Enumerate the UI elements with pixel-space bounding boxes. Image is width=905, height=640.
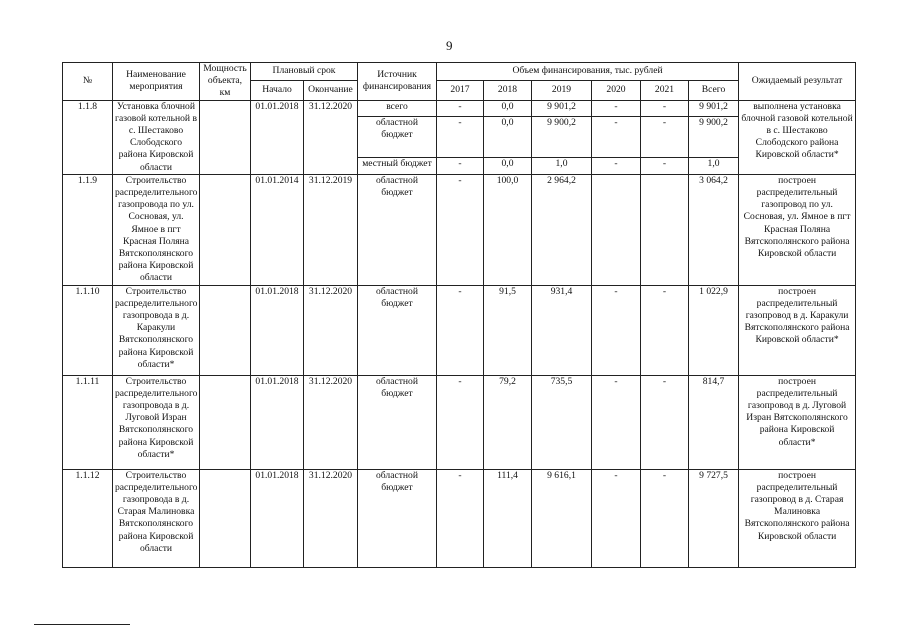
- row-result: построен распределительный газопровод в д. Старая Малиновка Вятскополянского района Кировской области: [739, 469, 856, 567]
- header-2018: 2018: [484, 81, 532, 100]
- row-result: построен распределительный газопровод по ул. Сосновая, ул. Ямное в пгт Красная Поляна Вятскополянского района Кировской области: [739, 174, 856, 285]
- row-2018: 111,4: [484, 469, 532, 567]
- row-result: построен распределительный газопровод в д. Луговой Изран Вятскополянского района Кировской области*: [739, 375, 856, 469]
- row-2020: -: [592, 285, 641, 375]
- row-2018: 0,0: [484, 158, 532, 174]
- row-2017: -: [437, 469, 484, 567]
- row-total: 1,0: [689, 158, 739, 174]
- row-result: построен распределительный газопровод в д. Каракули Вятскополянского района Кировской области*: [739, 285, 856, 375]
- table-row: [63, 174, 856, 285]
- header-funding: Объем финансирования, тыс. рублей: [437, 63, 739, 81]
- row-result: выполнена установка блочной газовой котельной в с. Шестаково Слободского района Кировской области*: [739, 100, 856, 174]
- footnote-separator: [34, 624, 130, 625]
- header-total: Всего: [689, 81, 739, 100]
- row-total: 814,7: [689, 375, 739, 469]
- row-2021: -: [641, 469, 689, 567]
- row-capacity: [200, 469, 251, 567]
- row-start: 01.01.2018: [251, 375, 304, 469]
- header-start: Начало: [251, 81, 304, 100]
- row-end: 31.12.2020: [304, 375, 358, 469]
- row-capacity: [200, 285, 251, 375]
- row-2021: -: [641, 285, 689, 375]
- header-name: Наименование мероприятия: [113, 63, 200, 101]
- page-number: 9: [446, 38, 453, 53]
- header-end: Окончание: [304, 81, 358, 100]
- row-2019: 9 616,1: [532, 469, 592, 567]
- row-2020: [592, 174, 641, 285]
- row-2019: 2 964,2: [532, 174, 592, 285]
- table-row: [63, 375, 856, 469]
- row-2021: -: [641, 100, 689, 116]
- row-2021: [641, 174, 689, 285]
- row-end: 31.12.2020: [304, 469, 358, 567]
- row-source: местный бюджет: [358, 158, 437, 174]
- header-num: №: [63, 63, 113, 101]
- row-start: 01.01.2018: [251, 469, 304, 567]
- row-total: 9 900,2: [689, 116, 739, 157]
- row-total: 9 727,5: [689, 469, 739, 567]
- header-2020: 2020: [592, 81, 641, 100]
- row-2017: -: [437, 375, 484, 469]
- table-row: [63, 100, 856, 116]
- row-2018: 91,5: [484, 285, 532, 375]
- row-capacity: [200, 100, 251, 174]
- row-start: 01.01.2018: [251, 100, 304, 174]
- row-num: 1.1.9: [63, 174, 113, 285]
- row-2017: -: [437, 285, 484, 375]
- row-2021: -: [641, 158, 689, 174]
- row-source: областной бюджет: [358, 116, 437, 157]
- row-2019: 931,4: [532, 285, 592, 375]
- row-2018: 100,0: [484, 174, 532, 285]
- header-planned-term: Плановый срок: [251, 63, 358, 81]
- row-2019: 735,5: [532, 375, 592, 469]
- row-2020: -: [592, 116, 641, 157]
- header-2021: 2021: [641, 81, 689, 100]
- row-2017: -: [437, 158, 484, 174]
- row-name: Строительство распределительного газопровода в д. Луговой Изран Вятскополянского района Кировской области*: [113, 375, 200, 469]
- header-source: Источник финансирования: [358, 63, 437, 101]
- row-end: 31.12.2020: [304, 285, 358, 375]
- row-num: 1.1.10: [63, 285, 113, 375]
- row-num: 1.1.12: [63, 469, 113, 567]
- row-2019: 9 900,2: [532, 116, 592, 157]
- row-2017: -: [437, 100, 484, 116]
- row-2020: -: [592, 375, 641, 469]
- row-capacity: [200, 174, 251, 285]
- row-2021: -: [641, 116, 689, 157]
- row-num: 1.1.8: [63, 100, 113, 174]
- row-total: 9 901,2: [689, 100, 739, 116]
- header-capacity: Мощность объекта, км: [200, 63, 251, 101]
- row-source: областной бюджет: [358, 285, 437, 375]
- row-2018: 79,2: [484, 375, 532, 469]
- row-name: Строительство распределительного газопровода по ул. Сосновая, ул. Ямное в пгт Красная Поляна Вятскополянского района Кировской области: [113, 174, 200, 285]
- row-end: 31.12.2019: [304, 174, 358, 285]
- row-2019: 9 901,2: [532, 100, 592, 116]
- row-2017: -: [437, 116, 484, 157]
- row-2017: -: [437, 174, 484, 285]
- row-2020: -: [592, 469, 641, 567]
- row-end: 31.12.2020: [304, 100, 358, 174]
- row-name: Строительство распределительного газопровода в д. Старая Малиновка Вятскополянского района Кировской области: [113, 469, 200, 567]
- header-2019: 2019: [532, 81, 592, 100]
- row-2019: 1,0: [532, 158, 592, 174]
- row-source: областной бюджет: [358, 375, 437, 469]
- row-name: Установка блочной газовой котельной в с. Шестаково Слободского района Кировской области: [113, 100, 200, 174]
- row-2018: 0,0: [484, 116, 532, 157]
- funding-table: [62, 62, 856, 568]
- row-2020: -: [592, 158, 641, 174]
- header-2017: 2017: [437, 81, 484, 100]
- row-2021: -: [641, 375, 689, 469]
- row-2018: 0,0: [484, 100, 532, 116]
- row-num: 1.1.11: [63, 375, 113, 469]
- header-result: Ожидаемый результат: [739, 63, 856, 101]
- row-source: всего: [358, 100, 437, 116]
- table-row: [63, 285, 856, 375]
- row-start: 01.01.2018: [251, 285, 304, 375]
- row-capacity: [200, 375, 251, 469]
- row-total: 3 064,2: [689, 174, 739, 285]
- row-2020: -: [592, 100, 641, 116]
- row-name: Строительство распределительного газопровода в д. Каракули Вятскополянского района Кировской области*: [113, 285, 200, 375]
- table-row: [63, 469, 856, 567]
- row-source: областной бюджет: [358, 469, 437, 567]
- row-total: 1 022,9: [689, 285, 739, 375]
- row-start: 01.01.2014: [251, 174, 304, 285]
- row-source: областной бюджет: [358, 174, 437, 285]
